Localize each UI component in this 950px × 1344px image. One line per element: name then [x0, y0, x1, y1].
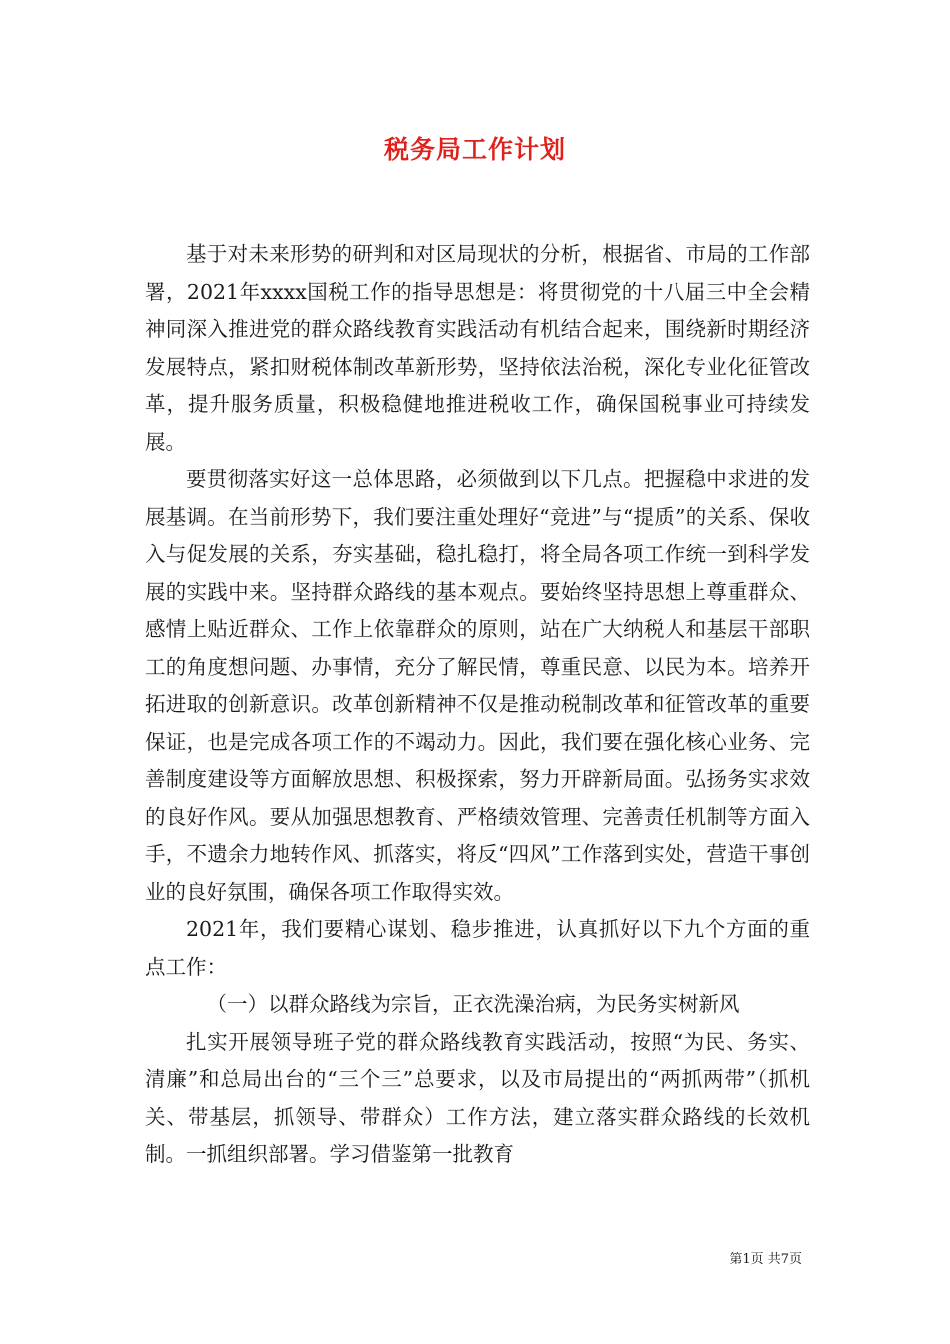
page-number: 第1页 共7页	[729, 1252, 802, 1267]
section-heading-1: （一）以群众路线为宗旨，正衣洗澡治病，为民务实树新风	[206, 992, 740, 1016]
document-title: 税务局工作计划	[383, 135, 566, 164]
document-body	[145, 236, 810, 1174]
paragraph-section-1: 扎实开展领导班子党的群众路线教育实践活动，按照“为民、务实、清廉”和总局出台的“三个三”总要求，以及市局提出的“两抓两带”（抓机关、带基层，抓领导、带群众）工作方法，建立落实群众路线的长效机制。一抓组织部署。学习借鉴第一批教育	[145, 1029, 810, 1166]
paragraph-nine-tasks: 2021年，我们要精心谋划、稳步推进，认真抓好以下九个方面的重点工作：	[145, 917, 810, 979]
paragraph-general-approach: 要贯彻落实好这一总体思路，必须做到以下几点。把握稳中求进的发展基调。在当前形势下，我们要注重处理好“竞进”与“提质”的关系、保收入与促发展的关系，夯实基础，稳扎稳打，将全局各项工作统一到科学发展的实践中来。坚持群众路线的基本观点。要始终坚持思想上尊重群众、感情上贴近群众、工作上依靠群众的原则，站在广大纳税人和基层干部职工的角度想问题、办事情，充分了解民情，尊重民意、以民为本。培养开拓进取的创新意识。改革创新精神不仅是推动税制改革和征管改革的重要保证，也是完成各项工作的不竭动力。因此，我们要在强化核心业务、完善制度建设等方面解放思想、积极探索，努力开辟新局面。弘扬务实求效的良好作风。要从加强思想教育、严格绩效管理、完善责任机制等方面入手，不遗余力地转作风、抓落实，将反“四风”工作落到实处，营造干事创业的良好氛围，确保各项工作取得实效。	[145, 467, 810, 904]
paragraph-guiding-ideology: 基于对未来形势的研判和对区局现状的分析，根据省、市局的工作部署，2021年xxxx国税工作的指导思想是：将贯彻党的十八届三中全会精神同深入推进党的群众路线教育实践活动有机结合起来，围绕新时期经济发展特点，紧扣财税体制改革新形势，坚持依法治税，深化专业化征管改革，提升服务质量，积极稳健地推进税收工作，确保国税事业可持续发展。	[145, 242, 810, 454]
